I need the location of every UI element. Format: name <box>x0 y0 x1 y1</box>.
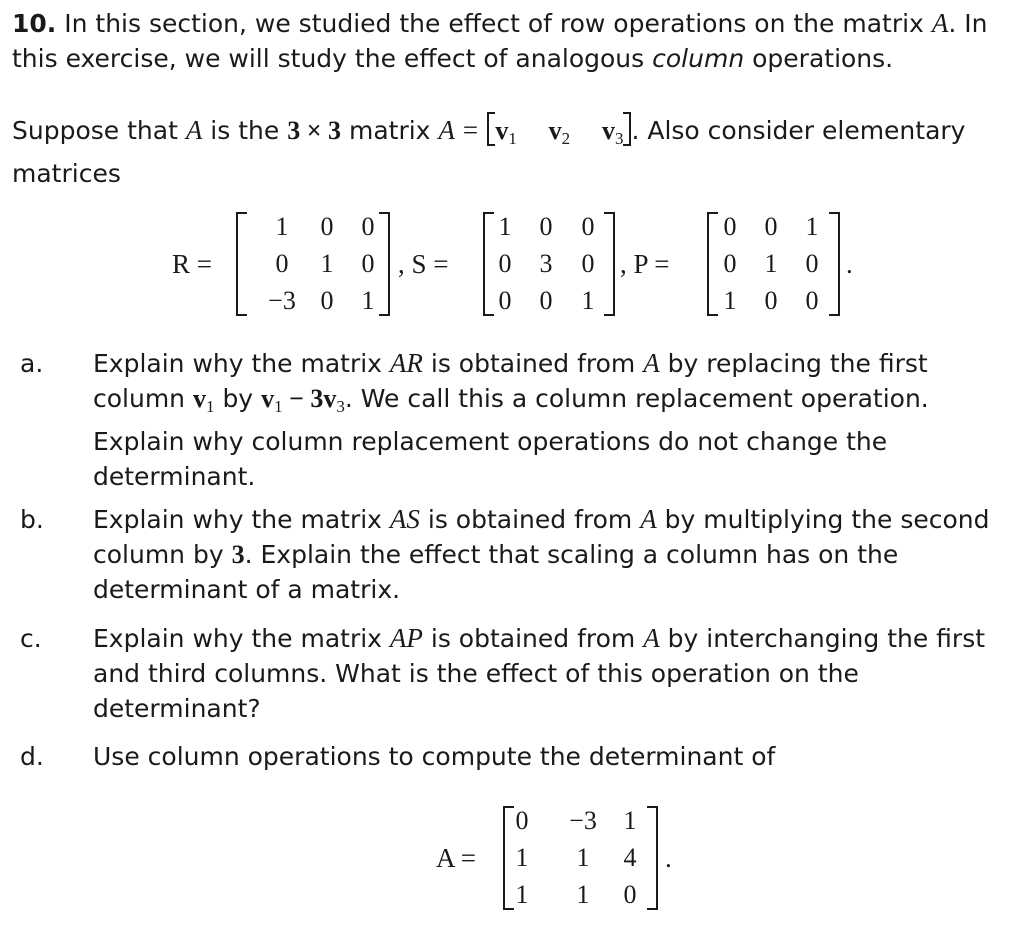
matrix-cell: 1 <box>805 212 819 241</box>
matrix-cell: 0 <box>764 212 778 241</box>
item-label: c. <box>20 624 42 653</box>
matrix-cell: 1 <box>764 249 778 278</box>
item-label: d. <box>20 742 44 771</box>
A-right-bracket <box>647 806 658 910</box>
R-right-bracket <box>379 212 390 316</box>
matrix-cell: 0 <box>581 212 595 241</box>
matrix-cell: 0 <box>764 286 778 315</box>
matrix-cell: −3 <box>268 286 296 315</box>
matrix-cell: −3 <box>569 806 597 835</box>
matrix-cell: 0 <box>805 249 819 278</box>
matrix-cell: 1 <box>515 843 529 872</box>
S-right-bracket <box>604 212 615 316</box>
item-b: b. Explain why the matrix AS is obtained from A by multiplying the second column by 3. Explain the effect that scaling a column has on the determinant of a matrix. <box>20 504 990 604</box>
matrix-cell: 0 <box>723 212 737 241</box>
matrix-cell: 1 <box>320 249 334 278</box>
matrix-cell: 0 <box>539 212 553 241</box>
matrix-cell: 0 <box>275 249 289 278</box>
item-label: b. <box>20 505 44 534</box>
matrix-cell: 1 <box>581 286 595 315</box>
matrix-cell: 0 <box>498 249 512 278</box>
item-label: a. <box>20 349 44 378</box>
matrix-cell: 0 <box>361 249 375 278</box>
matrix-cell: 1 <box>576 843 590 872</box>
matrix-cell: 0 <box>623 880 637 909</box>
matrix-cell: 0 <box>320 212 334 241</box>
matrix-cell: 1 <box>498 212 512 241</box>
matrix-cell: 3 <box>539 249 553 278</box>
P-label: , P = <box>620 249 670 279</box>
matrix-cell: 1 <box>723 286 737 315</box>
matrix-cell: 0 <box>539 286 553 315</box>
item-c: c. Explain why the matrix AP is obtained from A by interchanging the first and third columns. What is the effect of this operation on the determinant? <box>20 623 986 723</box>
R-left-bracket <box>236 212 247 316</box>
matrix-cell: 1 <box>275 212 289 241</box>
item-d: d. Use column operations to compute the determinant of <box>20 739 1004 774</box>
matrix-cell: 0 <box>723 249 737 278</box>
matrix-cell: 0 <box>805 286 819 315</box>
matrix-cell: 4 <box>623 843 637 872</box>
exercise-intro: 10. In this section, we studied the effect of row operations on the matrix A. In this exercise, we will study the effect of analogous column operations. <box>12 8 988 73</box>
matrix-cell: 0 <box>361 212 375 241</box>
matrix-cell: 0 <box>498 286 512 315</box>
setup-paragraph: Suppose that A is the 3 × 3 matrix $A = v_1$ $v_2$ $v_3$ . Also consider elementary matrices <box>12 112 1014 191</box>
A-label: A = <box>436 843 476 873</box>
exercise-number: 10. <box>12 9 57 38</box>
item-a: a. Explain why the matrix AR is obtained from A by replacing the first column $v_1$ by $v_1 - 3v_3$. We call this a column replacement operation. Explain why column replacement operations do not change the determinant. <box>20 348 929 491</box>
S-label: , S = <box>398 249 449 279</box>
matrix-cell: 0 <box>515 806 529 835</box>
matrix-cell: 1 <box>515 880 529 909</box>
matrix-cell: 1 <box>361 286 375 315</box>
matrix-cell: 1 <box>623 806 637 835</box>
P-right-bracket <box>829 212 840 316</box>
R-label: R = <box>172 249 212 279</box>
matrix-cell: 0 <box>581 249 595 278</box>
matrix-cell: 0 <box>320 286 334 315</box>
matrix-cell: 1 <box>576 880 590 909</box>
